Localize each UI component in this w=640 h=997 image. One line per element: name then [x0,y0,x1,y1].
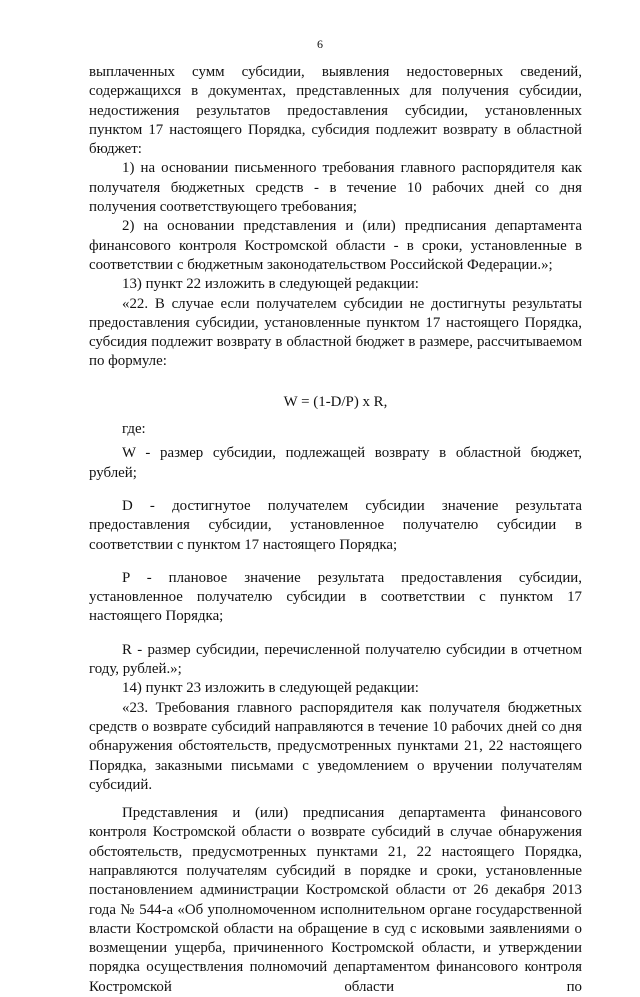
definition-r: R - размер субсидии, перечисленной получателю субсидии в отчетном году, рублей.»; [89,641,582,678]
paragraph-item-2: 2) на основании представления и (или) предписания департамента финансового контроля Костромской области - в сроки, установленные в соответствии с бюджетным законодательством Российской Федерации.»; [89,218,582,273]
definition-d: D - достигнутое получателем субсидии значение результата предоставления субсидии, установленное получателю субсидии в соответствии с пунктом 17 настоящего Порядка; [89,497,582,553]
formula: W = (1-D/P) x R, [283,393,388,410]
definition-w: W - размер субсидии, подлежащей возврату в областной бюджет, рублей; [89,445,582,481]
paragraph-amendment-14: 14) пункт 23 изложить в следующей редакции: [122,680,419,697]
paragraph-clause-23: «23. Требования главного распорядителя как получателя бюджетных средств о возврате субсидий направляются в течение 10 рабочих дней со дня обнаружения обстоятельств, предусмотренных пунктами 21, 22 настоящего Порядка, заказными письмами с уведомлением о вручении получателям субсидий. [89,699,582,793]
definition-p: P - плановое значение результата предоставления субсидии, установленное получателю субсидии в соответствии с пунктом 17 настоящего Порядка; [89,569,582,625]
document-body [89,63,582,997]
paragraph-clause-22: «22. В случае если получателем субсидии не достигнуты результаты предоставления субсидии, установленные пунктом 17 настоящего Порядка, субсидия подлежит возврату в областной бюджет в размере, рассчитываемом по формуле: [89,295,582,370]
paragraph-amendment-13: 13) пункт 22 изложить в следующей редакции: [122,276,419,293]
paragraph-continuation: выплаченных сумм субсидии, выявления недостоверных сведений, содержащихся в документах, представленных для получения субсидии, недостижения результатов предоставления субсидии, установленных пунктом 17 настоящего Порядка, субсидия подлежит возврату в областной бюджет: [89,64,582,158]
paragraph-where: где: [122,421,146,438]
page-number: 6 [317,37,323,51]
paragraph-representations: Представления и (или) предписания департамента финансового контроля Костромской области о возврате субсидий в случае обнаружения обстоятельств, предусмотренных пунктами 21, 22 настоящего Порядка, направляются получателям субсидий в порядке и сроки, установленные постановлением администрации Костромской области от 26 декабря 2013 года № 544-а «Об уполномоченном исполнительном органе государственной власти Костромской области на обращение в суд с исковыми заявлениями о возмещении ущерба, причиненного Костромской области, и утверждении порядка осуществления полномочий департаментом финансового контроля Костромской области по [89,805,582,995]
paragraph-item-1: 1) на основании письменного требования главного распорядителя как получателя бюджетных средств - в течение 10 рабочих дней со дня получения соответствующего требования; [89,160,582,216]
